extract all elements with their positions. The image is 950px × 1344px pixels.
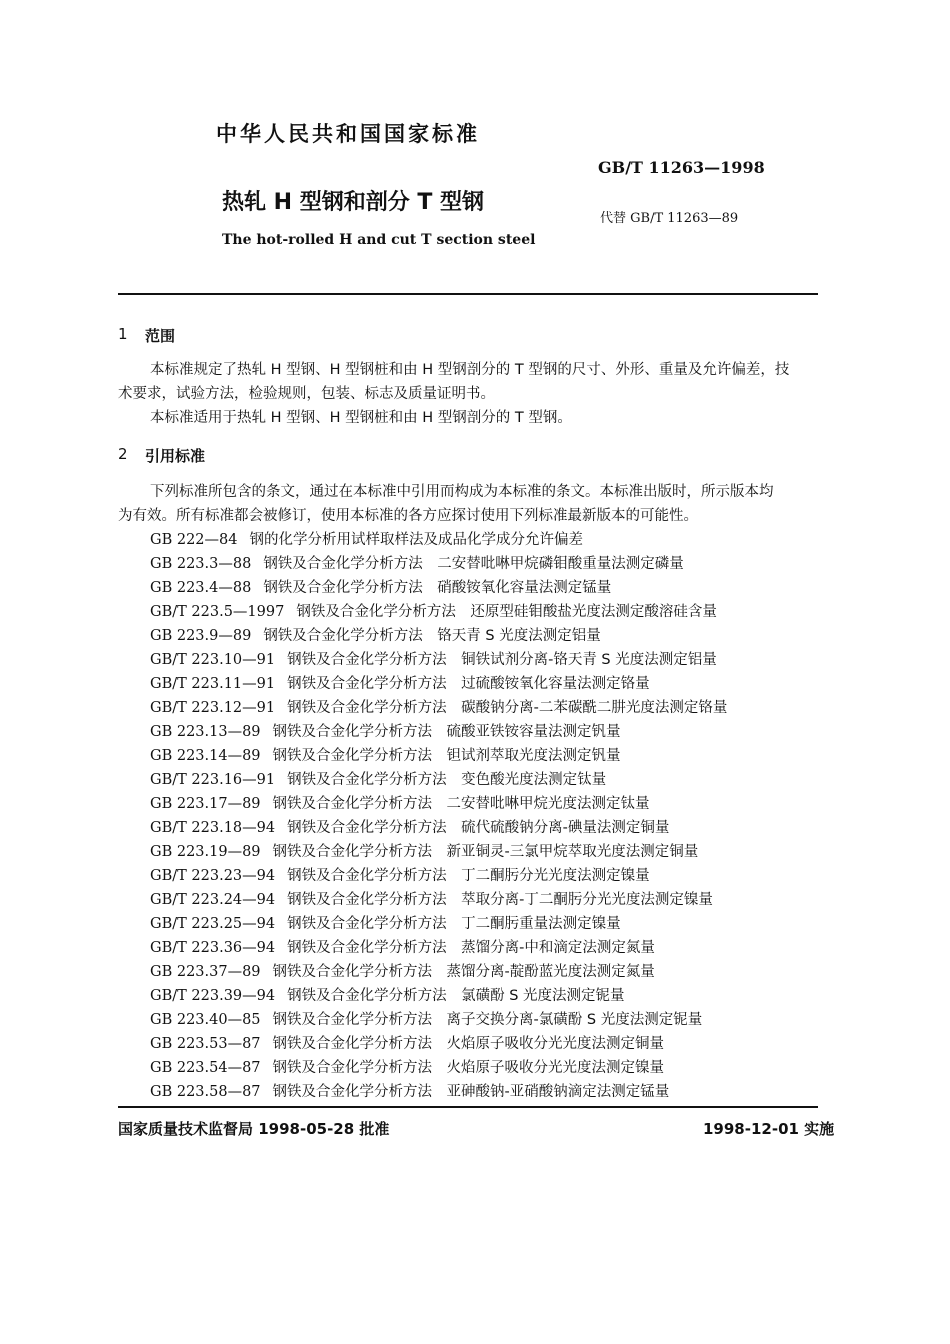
reference-description: 钢铁及合金化学分析方法 蒸馏分离-靛酚蓝光度法测定氮量	[272, 964, 655, 980]
section-1-number: 1	[118, 325, 128, 343]
reference-item	[150, 552, 684, 576]
reference-description: 钢铁及合金化学分析方法 火焰原子吸收分光光度法测定镍量	[272, 1060, 665, 1076]
reference-description: 钢铁及合金化学分析方法 萃取分离-丁二酮肟分光光度法测定镍量	[287, 892, 713, 908]
reference-code: GB 222—84	[150, 532, 238, 548]
reference-description: 钢铁及合金化学分析方法 硫酸亚铁铵容量法测定钒量	[272, 724, 621, 740]
section-2-title: 引用标准	[145, 447, 206, 465]
reference-description: 钢铁及合金化学分析方法 火焰原子吸收分光光度法测定铜量	[272, 1036, 665, 1052]
reference-item	[150, 696, 727, 720]
document-title-en: The hot-rolled H and cut T section steel	[222, 232, 536, 248]
reference-code: GB 223.13—89	[150, 724, 261, 740]
reference-description: 钢铁及合金化学分析方法 铬天青 S 光度法测定铝量	[263, 628, 601, 644]
reference-code: GB/T 223.5—1997	[150, 604, 285, 620]
reference-code: GB 223.40—85	[150, 1012, 261, 1028]
section-2-intro-line-2: 为有效。所有标准都会被修订，使用本标准的各方应探讨使用下列标准最新版本的可能性。	[118, 508, 698, 524]
section-2-number: 2	[118, 445, 128, 463]
effective-date: 1998-12-01 实施	[703, 1120, 835, 1138]
reference-description: 钢铁及合金化学分析方法 新亚铜灵-三氯甲烷萃取光度法测定铜量	[272, 844, 699, 860]
standard-number: GB/T 11263—1998	[598, 158, 765, 177]
reference-code: GB/T 223.10—91	[150, 652, 276, 668]
reference-code: GB/T 223.39—94	[150, 988, 276, 1004]
reference-description: 钢铁及合金化学分析方法 钽试剂萃取光度法测定钒量	[272, 748, 621, 764]
reference-code: GB 223.58—87	[150, 1084, 261, 1100]
reference-item	[150, 744, 621, 768]
reference-description: 钢铁及合金化学分析方法 碳酸钠分离-二苯碳酰二肼光度法测定铬量	[287, 700, 728, 716]
reference-description: 钢铁及合金化学分析方法 丁二酮肟重量法测定镍量	[287, 916, 621, 932]
reference-description: 钢铁及合金化学分析方法 还原型硅钼酸盐光度法测定酸溶硅含量	[296, 604, 717, 620]
replaces-standard: 代替 GB/T 11263—89	[600, 211, 739, 226]
reference-code: GB 223.53—87	[150, 1036, 261, 1052]
national-standard-heading: 中华人民共和国国家标准	[216, 122, 480, 146]
reference-code: GB/T 223.16—91	[150, 772, 276, 788]
reference-description: 钢铁及合金化学分析方法 氯磺酚 S 光度法测定铌量	[287, 988, 625, 1004]
reference-code: GB 223.17—89	[150, 796, 261, 812]
reference-description: 钢铁及合金化学分析方法 变色酸光度法测定钛量	[287, 772, 607, 788]
reference-item	[150, 1032, 664, 1056]
reference-item	[150, 600, 717, 624]
reference-item	[150, 936, 655, 960]
reference-item	[150, 816, 669, 840]
reference-description: 钢铁及合金化学分析方法 硝酸铵氧化容量法测定锰量	[263, 580, 612, 596]
reference-code: GB/T 223.25—94	[150, 916, 276, 932]
reference-code: GB 223.3—88	[150, 556, 252, 572]
reference-item	[150, 840, 698, 864]
reference-item	[150, 888, 713, 912]
reference-code: GB 223.37—89	[150, 964, 261, 980]
reference-code: GB 223.14—89	[150, 748, 261, 764]
section-2-intro-line-1: 下列标准所包含的条文，通过在本标准中引用而构成为本标准的条文。本标准出版时，所示版本均	[150, 484, 774, 500]
reference-item	[150, 720, 621, 744]
reference-item	[150, 768, 606, 792]
reference-item	[150, 912, 621, 936]
reference-code: GB/T 223.24—94	[150, 892, 276, 908]
reference-code: GB 223.54—87	[150, 1060, 261, 1076]
reference-description: 钢铁及合金化学分析方法 亚砷酸钠-亚硝酸钠滴定法测定锰量	[272, 1084, 670, 1100]
reference-description: 钢铁及合金化学分析方法 二安替吡啉甲烷磷钼酸重量法测定磷量	[263, 556, 684, 572]
reference-description: 钢的化学分析用试样取样法及成品化学成分允许偏差	[249, 532, 583, 548]
approval-statement: 国家质量技术监督局 1998-05-28 批准	[118, 1120, 390, 1138]
reference-item	[150, 792, 650, 816]
reference-item	[150, 1008, 702, 1032]
section-1-para-2: 本标准适用于热轧 H 型钢、H 型钢桩和由 H 型钢剖分的 T 型钢。	[150, 410, 572, 426]
reference-item	[150, 528, 583, 552]
reference-description: 钢铁及合金化学分析方法 蒸馏分离-中和滴定法测定氮量	[287, 940, 655, 956]
reference-code: GB/T 223.36—94	[150, 940, 276, 956]
reference-item	[150, 960, 655, 984]
reference-item	[150, 648, 717, 672]
reference-item	[150, 576, 611, 600]
reference-code: GB/T 223.18—94	[150, 820, 276, 836]
reference-description: 钢铁及合金化学分析方法 二安替吡啉甲烷光度法测定钛量	[272, 796, 650, 812]
section-1-para-1-line-1: 本标准规定了热轧 H 型钢、H 型钢桩和由 H 型钢剖分的 T 型钢的尺寸、外形、重量及允许偏差，技	[150, 362, 790, 378]
reference-item	[150, 624, 601, 648]
reference-code: GB/T 223.11—91	[150, 676, 276, 692]
section-1-title: 范围	[145, 327, 176, 345]
reference-item	[150, 984, 625, 1008]
reference-description: 钢铁及合金化学分析方法 硫代硫酸钠分离-碘量法测定铜量	[287, 820, 670, 836]
reference-code: GB 223.9—89	[150, 628, 252, 644]
reference-description: 钢铁及合金化学分析方法 离子交换分离-氯磺酚 S 光度法测定铌量	[272, 1012, 703, 1028]
section-1-para-1-line-2: 术要求，试验方法，检验规则，包装、标志及质量证明书。	[118, 386, 495, 402]
reference-code: GB 223.19—89	[150, 844, 261, 860]
reference-item	[150, 1080, 669, 1104]
document-title-cn: 热轧 H 型钢和剖分 T 型钢	[222, 190, 485, 215]
reference-description: 钢铁及合金化学分析方法 过硫酸铵氧化容量法测定铬量	[287, 676, 650, 692]
reference-code: GB 223.4—88	[150, 580, 252, 596]
header-divider	[118, 293, 818, 295]
reference-item	[150, 864, 650, 888]
reference-description: 钢铁及合金化学分析方法 丁二酮肟分光光度法测定镍量	[287, 868, 650, 884]
reference-item	[150, 672, 650, 696]
reference-code: GB/T 223.12—91	[150, 700, 276, 716]
reference-description: 钢铁及合金化学分析方法 铜铁试剂分离-铬天青 S 光度法测定铝量	[287, 652, 717, 668]
reference-item	[150, 1056, 664, 1080]
reference-code: GB/T 223.23—94	[150, 868, 276, 884]
footer-divider	[118, 1106, 818, 1108]
